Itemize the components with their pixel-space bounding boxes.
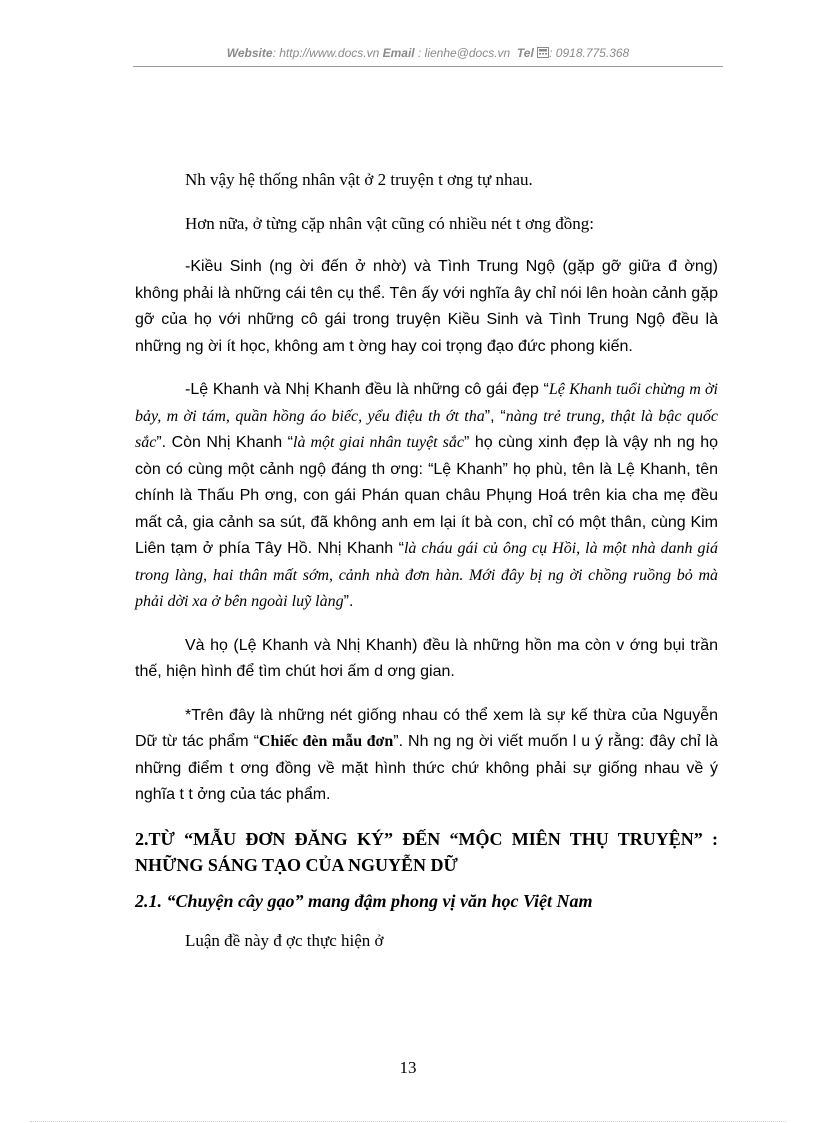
header-divider [133, 66, 723, 67]
section-heading: 2.TỪ “MẪU ĐƠN ĐĂNG KÝ” ĐẾN “MỘC MIÊN THỤ TRUYỆN” : NHỮNG SÁNG TẠO CỦA NGUYỄN DỮ [135, 828, 718, 875]
tel-label: Tel [516, 46, 534, 60]
p4-quote-giai-nhan: là một giai nhân tuyệt sắc [293, 434, 464, 451]
p6-text-c: ”. Nh ng ng ời viết muốn l u ý rằng: đây chỉ là những điểm t ơng đồng về mặt hình thức chứ không phải sự giống nhau về ý nghĩa t t ởng của tác phẩm. [135, 733, 718, 803]
paragraph-6 [135, 703, 718, 809]
paragraph-1: Nh vậy hệ thống nhân vật ở 2 truyện t ơng tự nhau. [185, 170, 533, 189]
p4-text-c: ”, “ [484, 407, 506, 425]
tel-value: : 0918.775.368 [549, 46, 630, 60]
paragraph-5: Và họ (Lệ Khanh và Nhị Khanh) đều là những hồn ma còn v ớng bụi trần thế, hiện hình để tìm chút hơi ấm d ơng gian. [135, 636, 718, 680]
paragraph-7: Luận đề này đ ợc thực hiện ở [185, 930, 384, 950]
website-value: : http://www.docs.vn [272, 46, 380, 60]
phone-icon [537, 47, 549, 61]
p4-text-e: ”. Còn Nhị Khanh “ [156, 434, 294, 451]
p4-text-a: -Lệ Khanh và Nhị Khanh đều là những cô gái đẹp “ [185, 381, 549, 398]
paragraph-2: Hơn nữa, ở từng cặp nhân vật cũng có nhiều nét t ơng đồng: [185, 213, 594, 233]
email-label: Email [382, 46, 415, 60]
website-label: Website [226, 46, 273, 60]
page-number: 13 [399, 1058, 417, 1077]
page-header [133, 46, 723, 66]
document-body [135, 167, 718, 971]
paragraph-4 [135, 377, 718, 616]
paragraph-3: -Kiều Sinh (ng ời đến ở nhờ) và Tình Trung Ngộ (gặp gỡ giữa đ ờng) không phải là những cái tên cụ thể. Tên ấy với nghĩa ây chỉ nói lên hoàn cảnh gặp gỡ của họ với những cô gái trong truyện Kiều Sinh và Tình Trung Ngộ đều là những ng ời ít học, không am t ờng hay coi trọng đạo đức phong kiến. [135, 258, 718, 355]
p4-quote-le-khanh: Lệ Khanh tuổi chừng m ời bảy, m ời tám, quần hồng áo biếc, yểu điệu th ớt tha [135, 381, 718, 425]
p4-text-i: ”. [343, 593, 354, 610]
subsection-heading: 2.1. “Chuyện cây gạo” mang đậm phong vị văn học Việt Nam [135, 890, 593, 911]
p6-text-a: *Trên đây là những nét giống nhau có thể xem là sự kế thừa của Nguyễn Dữ từ tác phẩm “ [135, 706, 718, 750]
email-value: : lienhe@docs.vn [417, 46, 511, 60]
page-bottom-divider [30, 1121, 786, 1122]
p4-quote-quoc-sac: nàng trẻ trung, thật là bậc quốc sắc [135, 407, 719, 451]
p4-text-g: ” họ cùng xinh đẹp là vậy nh ng họ còn có cùng một cảnh ngộ đáng th ơng: “Lệ Khanh” họ phù, tên là Lệ Khanh, tên chính là Thấu Ph ơng, con gái Phán quan châu Phụng Hoá trên kia cha mẹ đều mất cả, gia cảnh sa sút, đã không anh em lại ít bà con, chỉ có một thân, cùng Kim Liên tạm ở phía Tây Hồ. Nhị Khanh “ [135, 434, 719, 557]
p4-quote-nhi-khanh: là cháu gái củ ông cụ Hồi, là một nhà danh giá trong làng, hai thân mất sớm, cảnh nhà đơn hàn. Mới đây bị ng ời chồng ruồng bỏ mà phải dời xa ở bên ngoài luỹ làng [135, 540, 719, 610]
p6-work-title: Chiếc đèn mẫu đơn [258, 733, 394, 750]
